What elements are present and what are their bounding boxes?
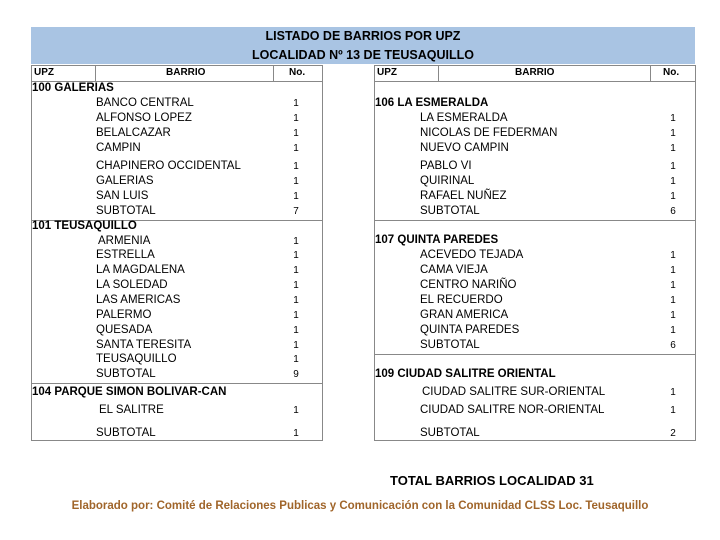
barrio-name: EL RECUERDO [420, 294, 503, 306]
table-row [375, 127, 695, 142]
barrio-name: CENTRO NARIÑO [420, 279, 517, 291]
barrio-name: SAN LUIS [96, 190, 149, 202]
table-header [375, 66, 695, 82]
subtotal-row [32, 368, 322, 383]
table-row [32, 279, 322, 294]
count-value: 1 [293, 250, 299, 261]
upz-name: 104 PARQUE SIMON BOLIVAR-CAN [32, 386, 227, 398]
barrio-name: LA MAGDALENA [96, 264, 185, 276]
barrio-name: CIUDAD SALITRE NOR-ORIENTAL [420, 404, 605, 416]
table-row [375, 264, 695, 279]
upz-group-row [32, 220, 322, 235]
subtotal-row [375, 427, 695, 442]
count-value: 1 [293, 98, 299, 109]
count-value: 1 [293, 143, 299, 154]
table-row [375, 324, 695, 339]
upz-group-row [375, 368, 695, 383]
barrio-name: EL SALITRE [99, 404, 164, 416]
upz-name: 109 CIUDAD SALITRE ORIENTAL [375, 368, 556, 380]
barrio-name: CIUDAD SALITRE SUR-ORIENTAL [422, 386, 606, 398]
barrio-name: QUINTA PAREDES [420, 324, 520, 336]
count-value: 1 [670, 325, 676, 336]
barrio-name: ALFONSO LOPEZ [96, 112, 192, 124]
barrio-name: ACEVEDO TEJADA [420, 249, 524, 261]
barrio-name: GRAN AMERICA [420, 309, 509, 321]
subtotal-row [375, 339, 695, 354]
table-row [375, 249, 695, 264]
right-table [374, 65, 696, 441]
barrio-name: BANCO CENTRAL [96, 97, 194, 109]
header-barrio: BARRIO [166, 67, 206, 78]
total-barrios: TOTAL BARRIOS LOCALIDAD 31 [390, 473, 594, 488]
count-value: 1 [670, 265, 676, 276]
barrio-name: ARMENIA [98, 235, 151, 247]
count-value: 1 [293, 340, 299, 351]
upz-name: 107 QUINTA PAREDES [375, 234, 499, 246]
table-row [32, 324, 322, 339]
count-value: 1 [293, 354, 299, 365]
barrio-name: ESTRELLA [96, 249, 155, 261]
barrio-name: LAS AMERICAS [96, 294, 181, 306]
header-no: No. [289, 67, 306, 78]
header-no: No. [663, 67, 680, 78]
table-row [375, 309, 695, 324]
barrio-name: NICOLAS DE FEDERMAN [420, 127, 558, 139]
table-row [375, 404, 695, 419]
table-row [375, 386, 695, 401]
header-upz: UPZ [377, 67, 397, 78]
table-row [375, 294, 695, 309]
barrio-name: SUBTOTAL [420, 339, 480, 351]
table-row [32, 112, 322, 127]
header-divider [95, 66, 96, 81]
barrio-name: PALERMO [96, 309, 152, 321]
barrio-name: SUBTOTAL [96, 427, 156, 439]
table-row [32, 264, 322, 279]
count-value: 1 [293, 295, 299, 306]
count-value: 1 [670, 113, 676, 124]
table-row [32, 142, 322, 157]
table-header [32, 66, 322, 82]
table-row [375, 160, 695, 175]
count-value: 1 [293, 405, 299, 416]
count-value: 1 [670, 161, 676, 172]
barrio-name: NUEVO CAMPIN [420, 142, 509, 154]
subtotal-row [375, 205, 695, 220]
barrio-name: SUBTOTAL [420, 427, 480, 439]
footer-credit: Elaborado por: Comité de Relaciones Publicas y Comunicación con la Comunidad CLSS Loc. Teusaquillo [71, 500, 649, 512]
header-divider [438, 66, 439, 81]
barrio-name: BELALCAZAR [96, 127, 171, 139]
table-row [32, 127, 322, 142]
count-value: 1 [293, 176, 299, 187]
barrio-name: QUESADA [96, 324, 153, 336]
upz-group-row [375, 97, 695, 112]
table-row [32, 309, 322, 324]
count-value: 1 [670, 387, 676, 398]
table-row [32, 294, 322, 309]
count-value: 1 [670, 295, 676, 306]
section-divider [32, 383, 322, 384]
table-row [375, 279, 695, 294]
table-row [32, 249, 322, 264]
count-value: 1 [670, 405, 676, 416]
count-value: 1 [670, 191, 676, 202]
count-value: 1 [293, 236, 299, 247]
barrio-name: CAMPIN [96, 142, 141, 154]
barrio-name: SUBTOTAL [96, 205, 156, 217]
upz-name: 106 LA ESMERALDA [375, 97, 489, 109]
table-row [375, 190, 695, 205]
table-row [32, 175, 322, 190]
count-value: 2 [670, 428, 676, 439]
count-value: 7 [293, 206, 299, 217]
title-banner [31, 27, 695, 64]
count-value: 1 [670, 310, 676, 321]
count-value: 1 [670, 143, 676, 154]
barrio-name: SUBTOTAL [96, 368, 156, 380]
header-divider [273, 66, 274, 81]
table-row [375, 175, 695, 190]
barrio-name: RAFAEL NUÑEZ [420, 190, 507, 202]
subtotal-row [32, 205, 322, 220]
barrio-name: QUIRINAL [420, 175, 475, 187]
barrio-name: SUBTOTAL [420, 205, 480, 217]
page-subtitle: LOCALIDAD Nº 13 DE TEUSAQUILLO [252, 48, 474, 62]
barrio-name: TEUSAQUILLO [96, 353, 177, 365]
table-row [32, 353, 322, 368]
page-title: LISTADO DE BARRIOS POR UPZ [265, 29, 461, 43]
upz-group-row [32, 386, 322, 401]
table-row [32, 97, 322, 112]
table-row [32, 404, 322, 419]
count-value: 1 [670, 280, 676, 291]
count-value: 1 [293, 265, 299, 276]
table-row [375, 142, 695, 157]
table-row [32, 339, 322, 354]
count-value: 1 [293, 310, 299, 321]
barrio-name: LA ESMERALDA [420, 112, 508, 124]
header-upz: UPZ [34, 67, 54, 78]
count-value: 1 [293, 128, 299, 139]
section-divider [375, 220, 695, 221]
count-value: 9 [293, 369, 299, 380]
subtotal-row [32, 427, 322, 442]
count-value: 1 [293, 113, 299, 124]
upz-name: 100 GALERIAS [32, 82, 114, 94]
table-row [32, 190, 322, 205]
header-barrio: BARRIO [515, 67, 555, 78]
barrio-name: SANTA TERESITA [96, 339, 192, 351]
count-value: 1 [670, 128, 676, 139]
count-value: 6 [670, 206, 676, 217]
upz-name: 101 TEUSAQUILLO [32, 220, 137, 232]
left-table [31, 65, 323, 441]
table-row [375, 112, 695, 127]
count-value: 1 [293, 280, 299, 291]
header-divider [650, 66, 651, 81]
barrio-name: CAMA VIEJA [420, 264, 488, 276]
count-value: 1 [293, 428, 299, 439]
section-divider [375, 354, 695, 355]
barrio-name: LA SOLEDAD [96, 279, 168, 291]
count-value: 1 [293, 191, 299, 202]
table-row [32, 235, 322, 250]
table-row [32, 160, 322, 175]
upz-group-row [32, 82, 322, 97]
count-value: 1 [670, 176, 676, 187]
count-value: 1 [293, 161, 299, 172]
count-value: 6 [670, 340, 676, 351]
count-value: 1 [670, 250, 676, 261]
upz-group-row [375, 234, 695, 249]
barrio-name: GALERIAS [96, 175, 154, 187]
barrio-name: CHAPINERO OCCIDENTAL [96, 160, 241, 172]
count-value: 1 [293, 325, 299, 336]
barrio-name: PABLO VI [420, 160, 472, 172]
